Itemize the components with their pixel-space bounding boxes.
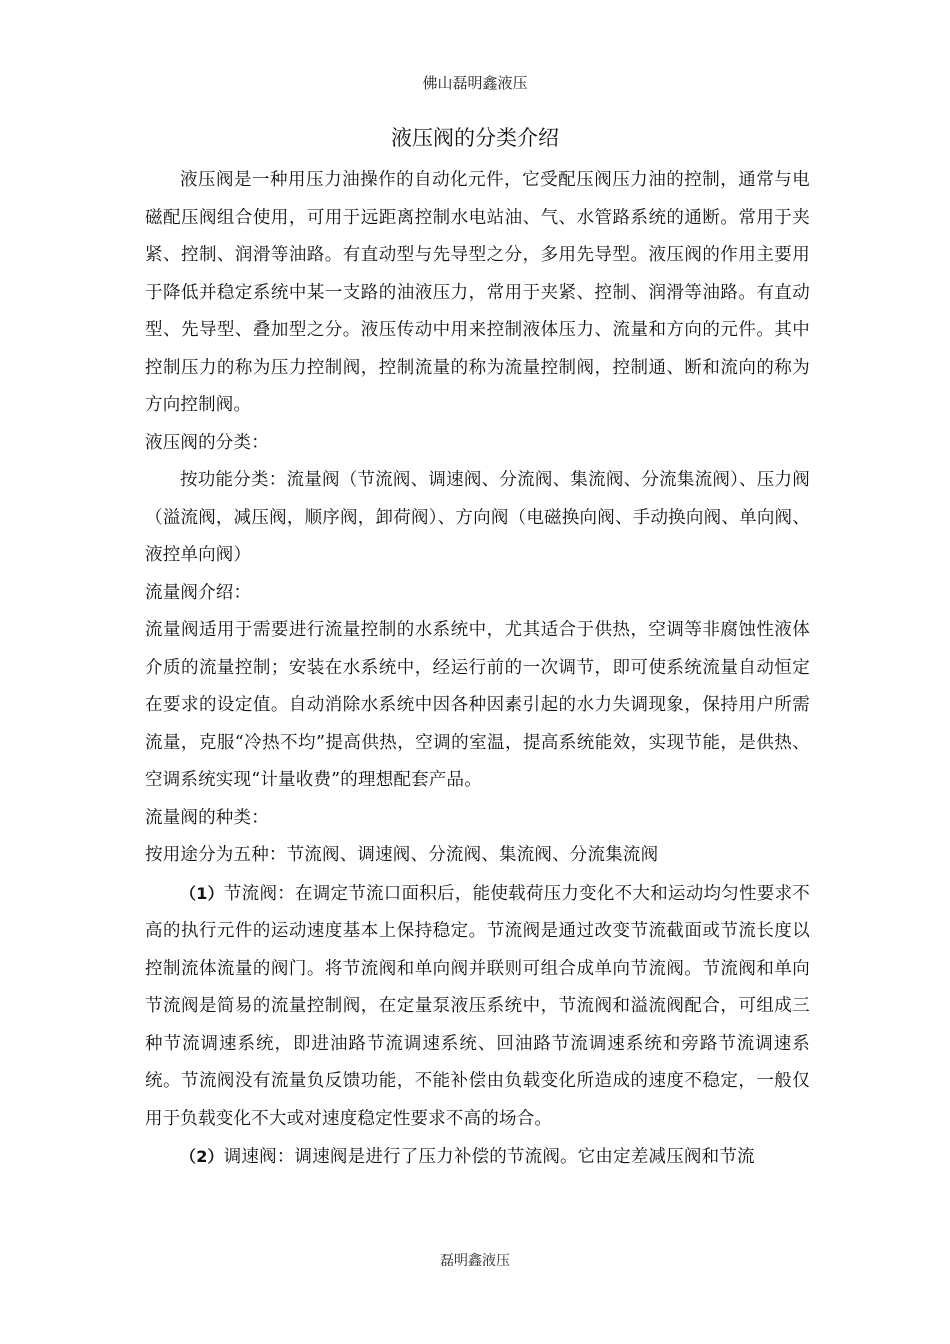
flow-valve-types-heading: 流量阀的种类： (145, 807, 269, 828)
flow-valve-heading: 流量阀介绍： (145, 582, 252, 603)
flow-valve-paragraph: 流量阀适用于需要进行流量控制的水系统中，尤其适合于供热，空调等非腐蚀性液体介质的流量控制；安装在水系统中，经运行前的一次调节，即可使系统流量自动恒定在要求的设定值。自动消除水系统中因各种因素引起的水力失调现象，保持用户所需流量，克服“冷热不均”提高供热，空调的室温，提高系统能效，实现节能，是供热、空调系统实现“计量收费”的理想配套产品。 (145, 620, 810, 790)
page-header: 佛山磊明鑫液压 (422, 74, 528, 92)
item-number: （2） (180, 1147, 224, 1166)
speed-valve-text: 调速阀：调速阀是进行了压力补偿的节流阀。它由定差减压阀和节流 (223, 1147, 755, 1167)
throttle-valve-text: 节流阀：在调定节流口面积后，能使载荷压力变化不大和运动均匀性要求不高的执行元件的运动速度基本上保持稳定。节流阀是通过改变节流截面或节流长度以控制流体流量的阀门。将节流阀和单向阀并联则可组合成单向节流阀。节流阀和单向节流阀是简易的流量控制阀，在定量泵液压系统中，节流阀和溢流阀配合，可组成三种节流调速系统，即进油路节流调速系统、回油路节流调速系统和旁路节流调速系统。节流阀没有流量负反馈功能，不能补偿由负载变化所造成的速度不稳定，一般仅用于负载变化不大或对速度稳定性要求不高的场合。 (145, 883, 810, 1129)
classification-heading: 液压阀的分类： (145, 432, 269, 453)
item-number: （1） (180, 883, 224, 903)
flow-valve-types: 按用途分为五种：节流阀、调速阀、分流阀、集流阀、分流集流阀 (145, 845, 659, 865)
throttle-valve-paragraph (145, 875, 810, 1139)
intro-paragraph: 液压阀是一种用压力油操作的自动化元件，它受配压阀压力油的控制，通常与电磁配压阀组合使用，可用于远距离控制水电站油、气、水管路系统的通断。常用于夹紧、控制、润滑等油路。有直动型与先导型之分，多用先导型。液压阀的作用主要用于降低并稳定系统中某一支路的油液压力，常用于夹紧、控制、润滑等油路。有直动型、先导型、叠加型之分。液压传动中用来控制液体压力、流量和方向的元件。其中控制压力的称为压力控制阀，控制流量的称为流量控制阀，控制通、断和流向的称为方向控制阀。 (145, 170, 810, 415)
document-body (145, 162, 810, 1177)
page-footer: 磊明鑫液压 (440, 1253, 510, 1269)
classification-by-function: 按功能分类：流量阀（节流阀、调速阀、分流阀、集流阀、分流集流阀）、压力阀（溢流阀，减压阀，顺序阀，卸荷阀）、方向阀（电磁换向阀、手动换向阀、单向阀、液控单向阀） (145, 470, 810, 565)
document-title: 液压阀的分类介绍 (391, 126, 559, 150)
speed-valve-paragraph (145, 1138, 810, 1177)
